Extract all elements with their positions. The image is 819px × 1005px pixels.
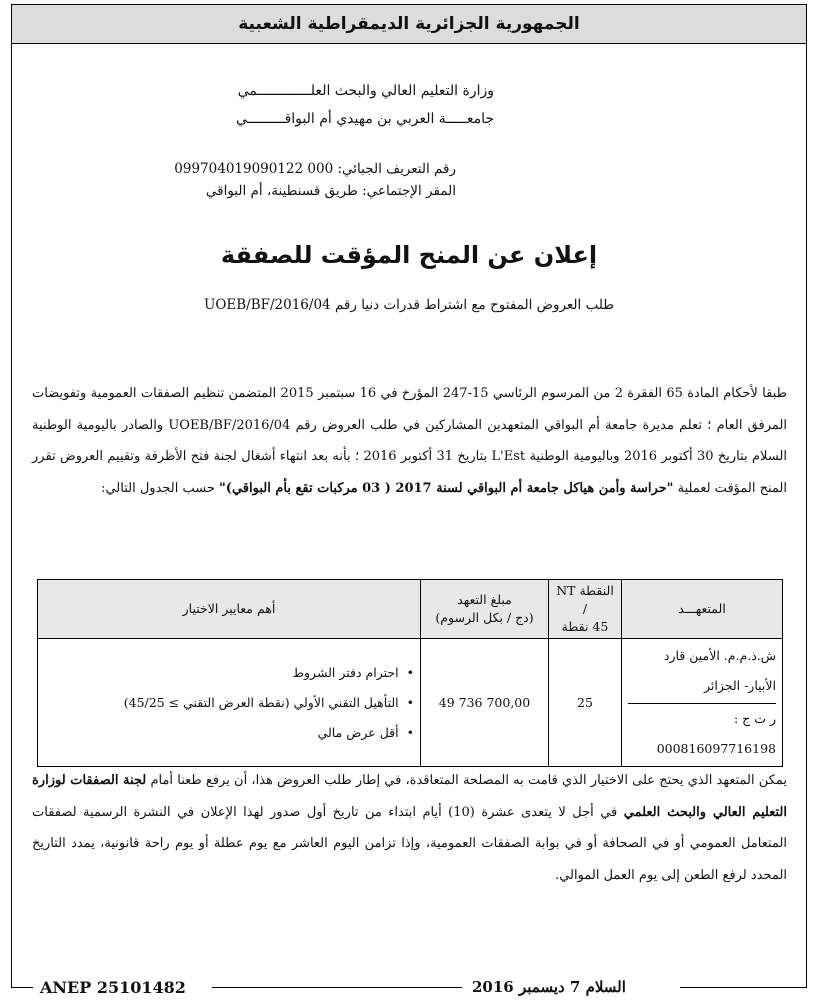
criteria-item: • التأهيل التقني الأولي (نقطة العرض التقني ≥ 45/25) (44, 688, 414, 718)
header-criteria: أهم معايير الاختيار (38, 580, 421, 639)
award-paragraph-text: طبقا لأحكام المادة 65 الفقرة 2 من المرسوم الرئاسي 15-247 المؤرخ في 16 سبتمبر 2015 المتضمن تنظيم الصفقات العمومية وتفويضات المرفق العام ؛ تعلم مديرة جامعة أم البواقي المتعهدين المشاركين في طلب العروض رقم 04/UOEB/BF/2016 والصادر باليومية الوطنية السلام بتاريخ 30 أكتوبر 2016 وباليومية الوطنية L'Est بتاريخ 31 أكتوبر 2016 ؛ بأنه بعد انتهاء أشغال لجنة فتح الأظرفة وتقييم العروض تقرر المنح المؤقت لعملية (32, 386, 787, 496)
identification-block (136, 158, 456, 202)
bidder-cell (622, 639, 783, 767)
award-table-header (38, 580, 783, 639)
criteria-list (44, 654, 414, 752)
header-amount: مبلغ التعهد (دج / بكل الرسوم) (421, 580, 549, 639)
announcement-title: إعلان عن المنح المؤقت للصفقة (220, 241, 598, 269)
ministry-name: وزارة التعليم العالي والبحث العلـــــــــــــمي (237, 83, 494, 99)
table-row (38, 639, 783, 767)
appeal-committee: لجنة الصفقات لوزارة التعليم العالي والبحث العلمي (32, 773, 787, 820)
headquarters: المقر الإجتماعي: طريق قسنطينة، أم البواقي (205, 183, 456, 199)
criteria-cell (38, 639, 421, 767)
criteria-item: • أقل عرض مالي (44, 718, 414, 748)
award-table (37, 579, 783, 767)
appeal-paragraph (32, 765, 787, 891)
footer-rule-middle (212, 987, 462, 988)
criteria-item: • احترام دفتر الشروط (44, 658, 414, 688)
tax-id: رقم التعريف الجبائي: 000 099704019090122 (174, 161, 456, 177)
footer-rule-left (11, 987, 33, 988)
header-score: النقطة NT / 45 نقطة (549, 580, 622, 639)
score-cell: 25 (549, 639, 622, 767)
bidder-registration: ر ت ج : 000816097716198 (628, 703, 776, 764)
organization-block (134, 77, 494, 133)
appeal-text-start: يمكن المتعهد الذي يحتج على الاختيار الذي قامت به المصلحة المتعاقدة، في إطار طلب العروض هذا، أن يرفع طعنا أمام (146, 773, 787, 788)
republic-header (12, 5, 806, 44)
appeal-text-end: في أجل لا يتعدى عشرة (10) أيام ابتداء من تاريخ أول صدور لهذا الإعلان في النشرة الرسمية لصفقات المتعامل العمومي أو في الصحافة أو في بوابة الصفقات العمومية، وإذا تزامن اليوم العاشر مع يوم عطلة أو يوم راحة قانونية، يمدد التاريخ المحدد لرفع الطعن إلى يوم العمل الموالي. (32, 804, 787, 883)
university-name: جامعـــــة العربي بن مهيدي أم البواقـــــــــي (235, 111, 494, 127)
header-bidder: المتعهـــد (622, 580, 783, 639)
footer (0, 978, 819, 1005)
footer-rule-right (680, 987, 807, 988)
award-paragraph (32, 378, 787, 504)
bidder-place: الأبيار- الجزائر (704, 678, 776, 693)
award-paragraph-tail: حسب الجدول التالي: (101, 480, 220, 496)
newspaper-date: السلام 7 ديسمبر 2016 (472, 978, 626, 996)
anep-reference: ANEP 25101482 (40, 978, 186, 997)
bidder-name: ش.ذ.م.م. الأمين قارد (663, 648, 776, 663)
amount-cell: 49 736 700,00 (421, 639, 549, 767)
republic-title: الجمهورية الجزائرية الديمقراطية الشعبية (238, 14, 580, 34)
announcement-frame (11, 4, 807, 987)
announcement-subtitle: طلب العروض المفتوح مع اشتراط قدرات دنيا رقم 04/UOEB/BF/2016 (203, 297, 615, 313)
award-operation-name: "حراسة وأمن هياكل جامعة أم البواقي لسنة 2017 ( 03 مركبات تقع بأم البواقي)" (219, 480, 674, 496)
